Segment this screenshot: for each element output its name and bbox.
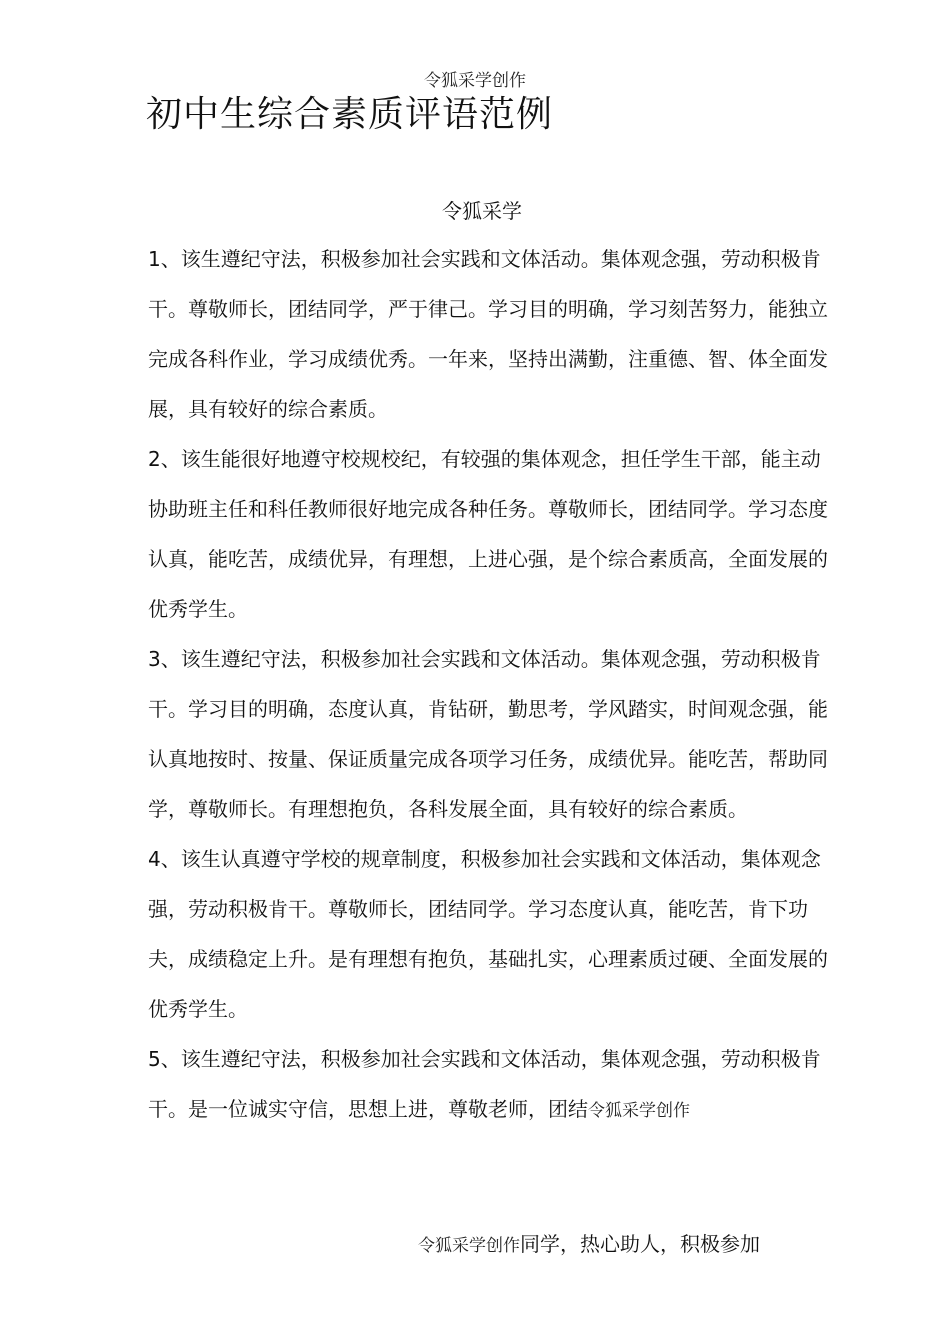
document-body xyxy=(148,234,838,1136)
inline-watermark: 令狐采学创作 xyxy=(588,1101,690,1121)
footer-watermark: 令狐采学创作 xyxy=(418,1236,520,1256)
header-watermark: 令狐采学创作 xyxy=(424,71,526,91)
paragraph-4: 4、该生认真遵守学校的规章制度，积极参加社会实践和文体活动，集体观念强，劳动积极肯干。尊敬师长，团结同学。学习态度认真，能吃苦，肯下功夫，成绩稳定上升。是有理想有抱负，基础扎实，心理素质过硬、全面发展的优秀学生。 xyxy=(148,847,828,1021)
document-title: 初中生综合素质评语范例 xyxy=(146,94,554,135)
paragraph-3: 3、该生遵纪守法，积极参加社会实践和文体活动。集体观念强，劳动积极肯干。学习目的明确，态度认真，肯钻研，勤思考，学风踏实，时间观念强，能认真地按时、按量、保证质量完成各项学习任务，成绩优异。能吃苦，帮助同学，尊敬师长。有理想抱负，各科发展全面，具有较好的综合素质。 xyxy=(148,647,828,821)
paragraph-2: 2、该生能很好地遵守校规校纪，有较强的集体观念，担任学生干部，能主动协助班主任和科任教师很好地完成各种任务。尊敬师长，团结同学。学习态度认真，能吃苦，成绩优异，有理想，上进心强，是个综合素质高，全面发展的优秀学生。 xyxy=(148,447,828,621)
footer-text: 同学，热心助人，积极参加 xyxy=(520,1232,760,1256)
paragraph-5-text: 5、该生遵纪守法，积极参加社会实践和文体活动，集体观念强，劳动积极肯干。是一位诚实守信，思想上进，尊敬老师，团结 xyxy=(148,1047,821,1121)
paragraph-1: 1、该生遵纪守法，积极参加社会实践和文体活动。集体观念强，劳动积极肯干。尊敬师长，团结同学，严于律己。学习目的明确，学习刻苦努力，能独立完成各科作业，学习成绩优秀。一年来，坚持出满勤，注重德、智、体全面发展，具有较好的综合素质。 xyxy=(148,247,828,421)
author-line: 令狐采学 xyxy=(442,199,522,223)
paragraph-5 xyxy=(148,1034,838,1136)
footer-line xyxy=(418,1228,760,1257)
